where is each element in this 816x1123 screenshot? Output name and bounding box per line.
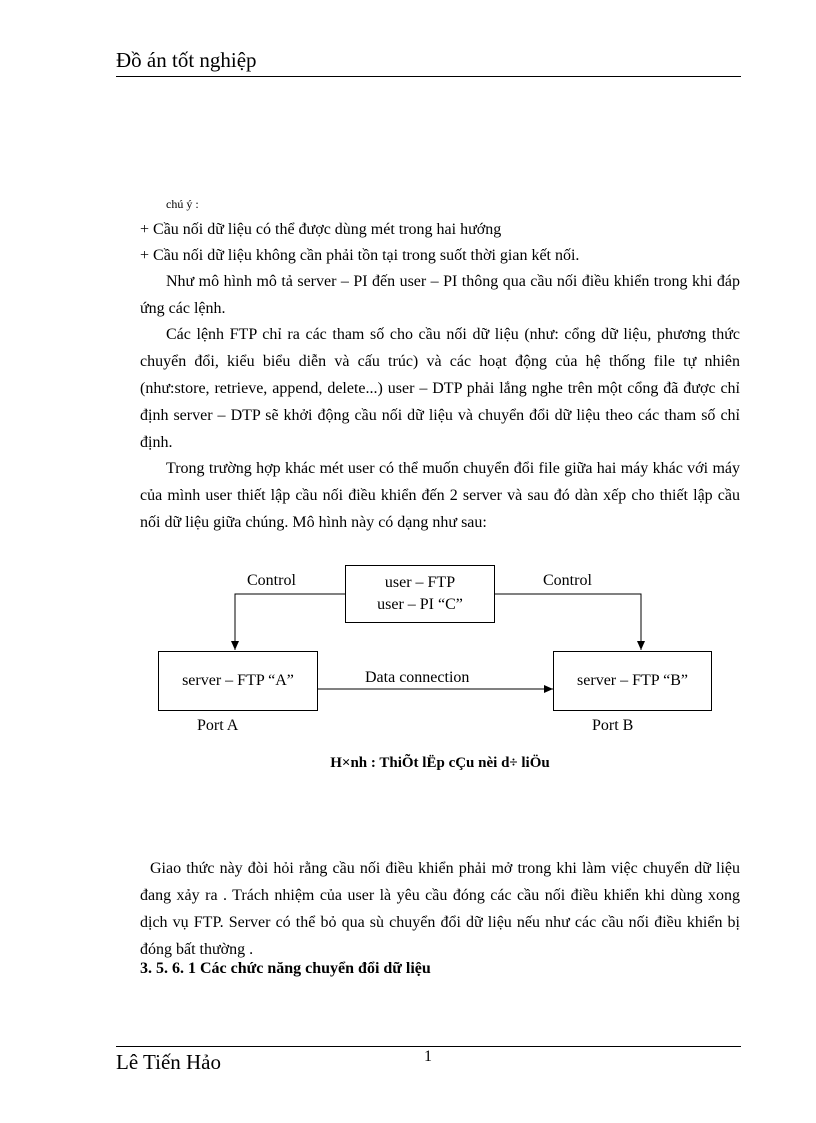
server-a-box	[158, 651, 318, 711]
note-label: chú ý :	[166, 197, 199, 211]
page-number: 1	[424, 1048, 432, 1065]
paragraph-3: Trong trường hợp khác mét user có thể muốn chuyển đổi file giữa hai máy khác với máy của mình user thiết lập cầu nối điều khiển đến 2 server và sau đó dàn xếp cho thiết lập cầu nối dữ liệu giữa chúng. Mô hình này có dạng như sau:	[140, 460, 740, 531]
port-b-label: Port B	[592, 717, 634, 734]
server-b-label: server – FTP “B”	[577, 672, 688, 689]
control-left-connector	[235, 594, 345, 650]
paragraph-1: Như mô hình mô tả server – PI đến user – PI thông qua cầu nối điều khiển trong khi đáp ứng các lệnh.	[140, 273, 740, 317]
header-title: Đồ án tốt nghiệp	[116, 48, 257, 72]
control-right-label: Control	[543, 572, 592, 589]
bullet-2: + Cầu nối dữ liệu không cần phải tồn tại trong suốt thời gian kết nối.	[140, 247, 580, 264]
user-ftp-label: user – FTP	[384, 574, 456, 591]
data-connection-label: Data connection	[365, 669, 470, 686]
user-pi-label: user – PI “C”	[377, 596, 463, 613]
paragraph-after: Giao thức này đòi hỏi rằng cầu nối điều khiển phải mở trong khi làm việc chuyển dữ liệu đang xảy ra . Trách nhiệm của user là yêu cầu đóng các cầu nối điều khiển khi dùng xong dịch vụ FTP. Server có thể bỏ qua sù chuyển đổi dữ liệu nếu như các cầu nối điều khiển bị đóng bất thường .	[140, 860, 740, 958]
control-left-label: Control	[247, 572, 296, 589]
server-a-label: server – FTP “A”	[182, 672, 294, 689]
control-right-connector	[494, 594, 641, 650]
section-heading: 3. 5. 6. 1 Các chức năng chuyển đổi dữ liệu	[140, 960, 431, 977]
port-a-label: Port A	[197, 717, 239, 734]
user-ftp-box	[345, 565, 495, 623]
footer-author: Lê Tiến Hảo	[116, 1050, 221, 1074]
figure-caption: H×nh : ThiÕt lËp cÇu nèi d÷ liÖu	[330, 755, 550, 771]
server-b-box	[553, 651, 712, 711]
footer-divider	[116, 1046, 741, 1047]
bullet-1: + Cầu nối dữ liệu có thể được dùng mét trong hai hướng	[140, 221, 502, 238]
paragraph-2: Các lệnh FTP chỉ ra các tham số cho cầu nối dữ liệu (như: cổng dữ liệu, phương thức chuyển đổi, kiểu biểu diễn và cấu trúc) và các hoạt động của hệ thống file tự nhiên (như:store, retrieve, append, delete...) user – DTP phải lắng nghe trên một cổng đã được chỉ định server – DTP sẽ khởi động cầu nối dữ liệu và chuyển đổi dữ liệu theo các tham số chỉ định.	[140, 326, 740, 451]
